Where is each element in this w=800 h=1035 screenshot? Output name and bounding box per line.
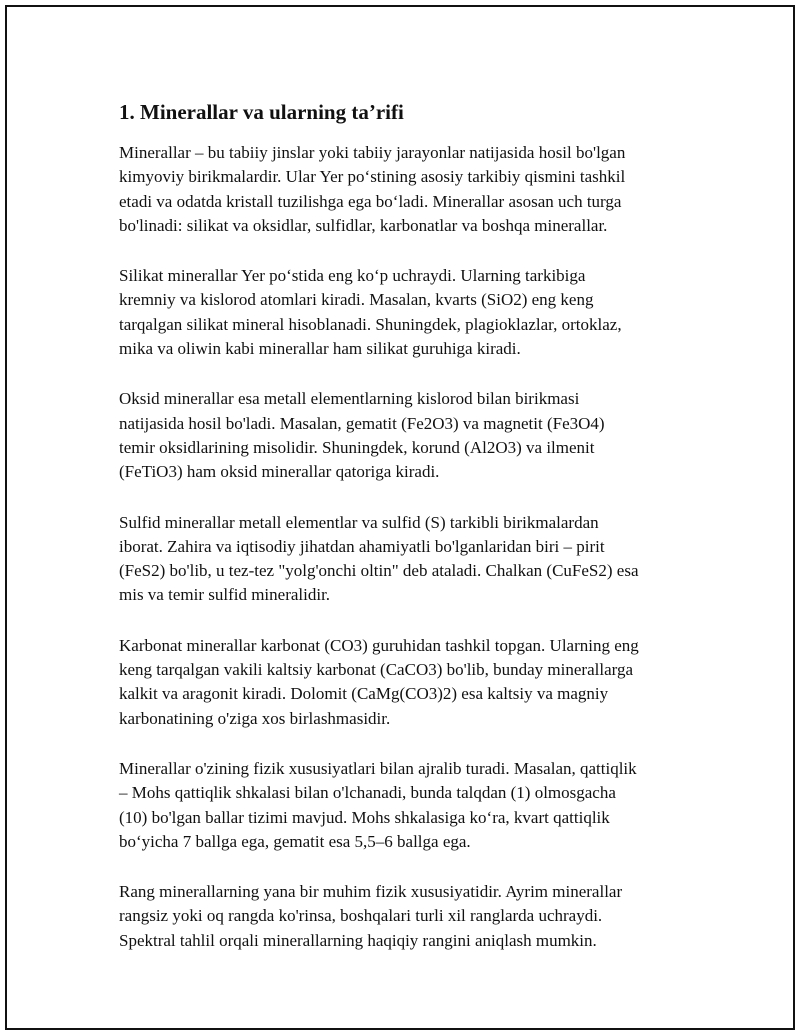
paragraph — [119, 511, 699, 608]
text-line: Oksid minerallar esa metall elementlarning kislorod bilan birikmasi — [119, 389, 580, 409]
document-page — [5, 5, 795, 1030]
text-line: etadi va odatda kristall tuzilishga ega bo‘ladi. Minerallar asosan uch turga — [119, 191, 622, 211]
paragraph — [119, 264, 699, 361]
text-line: natijasida hosil bo'ladi. Masalan, gematit (Fe2O3) va magnetit (Fe3O4) — [119, 413, 605, 433]
paragraph — [119, 880, 699, 953]
text-line: Karbonat minerallar karbonat (CO3) guruhidan tashkil topgan. Ularning eng — [119, 635, 639, 655]
text-line: – Mohs qattiqlik shkalasi bilan o'lchanadi, bunda talqdan (1) olmosgacha — [119, 783, 616, 803]
text-line: Minerallar o'zining fizik xususiyatlari bilan ajralib turadi. Masalan, qattiqlik — [119, 758, 637, 778]
text-line: Spektral tahlil orqali minerallarning haqiqiy rangini aniqlash mumkin. — [119, 930, 597, 950]
paragraph-list — [119, 141, 699, 953]
text-line: kremniy va kislorod atomlari kiradi. Masalan, kvarts (SiO2) eng keng — [119, 290, 594, 310]
document-content — [119, 95, 699, 953]
text-line: rangsiz yoki oq rangda ko'rinsa, boshqalari turli xil ranglarda uchraydi. — [119, 906, 603, 926]
text-line: bo'linadi: silikat va oksidlar, sulfidlar, karbonatlar va boshqa minerallar. — [119, 215, 608, 235]
text-line: keng tarqalgan vakili kaltsiy karbonat (CaCO3) bo'lib, bunday minerallarga — [119, 660, 634, 680]
text-line: Rang minerallarning yana bir muhim fizik xususiyatidir. Ayrim minerallar — [119, 882, 623, 902]
text-line: mika va oliwin kabi minerallar ham silikat guruhiga kiradi. — [119, 339, 521, 359]
paragraph — [119, 141, 699, 238]
text-line: Minerallar – bu tabiiy jinslar yoki tabiiy jarayonlar natijasida hosil bo'lgan — [119, 143, 626, 162]
page-title: 1. Minerallar va ularning ta’rifi — [119, 100, 404, 124]
text-line: Silikat minerallar Yer po‘stida eng ko‘p uchraydi. Ularning tarkibiga — [119, 266, 586, 286]
text-line: karbonatining o'ziga xos birlashmasidir. — [119, 708, 391, 728]
text-line: mis va temir sulfid mineralidir. — [119, 585, 331, 605]
text-line: kimyoviy birikmalardir. Ular Yer po‘stining asosiy tarkibiy qismini tashkil — [119, 167, 626, 187]
text-line: (FeTiO3) ham oksid minerallar qatoriga kiradi. — [119, 462, 440, 482]
text-line: tarqalgan silikat mineral hisoblanadi. Shuningdek, plagioklazlar, ortoklaz, — [119, 314, 622, 334]
paragraph — [119, 634, 699, 731]
paragraph — [119, 387, 699, 484]
text-line: (FeS2) bo'lib, u tez-tez "yolg'onchi oltin" deb ataladi. Chalkan (CuFeS2) esa — [119, 561, 639, 581]
text-line: temir oksidlarining misolidir. Shuningdek, korund (Al2O3) va ilmenit — [119, 437, 595, 457]
text-line: iborat. Zahira va iqtisodiy jihatdan ahamiyatli bo'lganlaridan biri – pirit — [119, 536, 605, 556]
text-line: bo‘yicha 7 ballga ega, gematit esa 5,5–6 ballga ega. — [119, 831, 471, 851]
text-line: Sulfid minerallar metall elementlar va sulfid (S) tarkibli birikmalardan — [119, 512, 599, 532]
text-line: (10) bo'lgan ballar tizimi mavjud. Mohs shkalasiga ko‘ra, kvart qattiqlik — [119, 807, 610, 827]
text-line: kalkit va aragonit kiradi. Dolomit (CaMg(CO3)2) esa kaltsiy va magniy — [119, 684, 609, 704]
paragraph — [119, 757, 699, 854]
